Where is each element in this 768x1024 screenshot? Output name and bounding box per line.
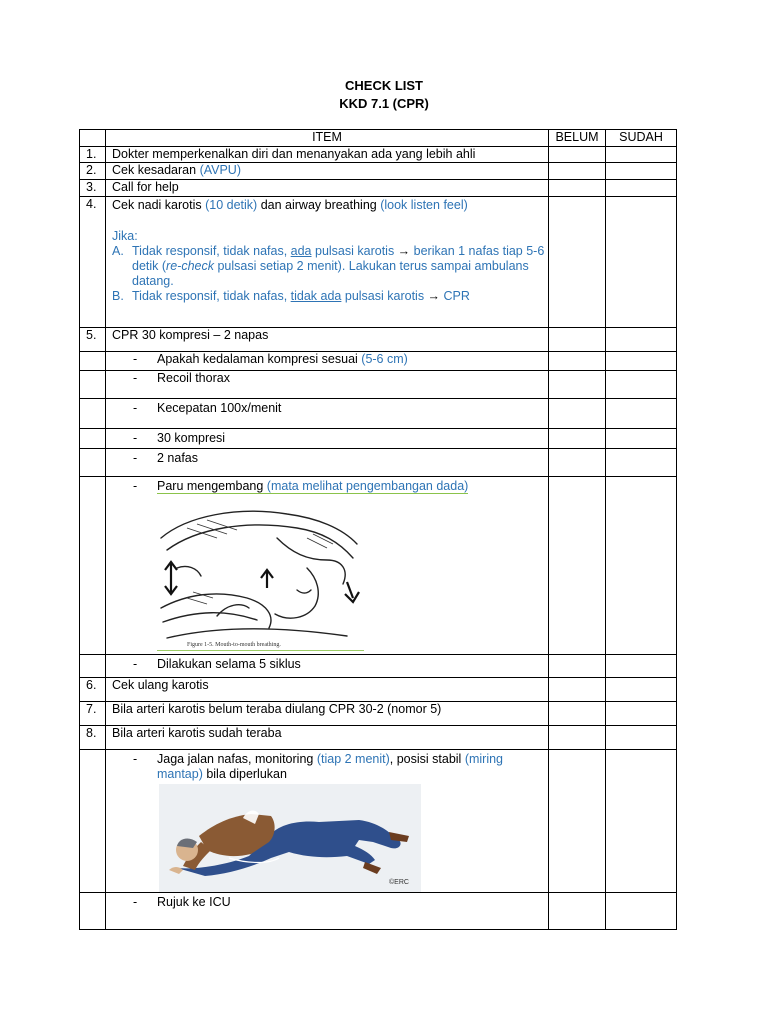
condition-text: pulsasi karotis	[311, 244, 398, 258]
belum-cell[interactable]	[549, 429, 606, 449]
item-text: Cek nadi karotis	[112, 198, 206, 212]
row-number: 4.	[80, 197, 106, 328]
mouth-to-mouth-figure	[157, 498, 364, 650]
condition-text: CPR	[440, 289, 470, 303]
condition-text: Tidak responsif, tidak nafas,	[132, 244, 291, 258]
checklist-title: CHECK LIST	[345, 78, 423, 93]
bullet-dash: -	[133, 371, 138, 385]
row-number: 5.	[80, 328, 106, 352]
item-note: (AVPU)	[199, 163, 241, 177]
subitem-text: 2 nafas	[157, 451, 199, 465]
subitem-note: (mata melihat pengembangan dada)	[266, 479, 469, 493]
subitem	[106, 399, 549, 429]
table-row	[80, 726, 677, 750]
item-note: (look listen feel)	[380, 198, 468, 212]
bullet-dash: -	[133, 401, 138, 415]
bullet-dash: -	[133, 657, 138, 671]
recovery-position-figure	[159, 784, 421, 892]
sudah-cell[interactable]	[606, 449, 677, 477]
sudah-cell[interactable]	[606, 429, 677, 449]
belum-cell[interactable]	[549, 726, 606, 750]
mouth-to-mouth-illustration	[157, 498, 364, 650]
subitem	[106, 352, 549, 371]
condition-a	[112, 244, 548, 289]
item-note: (10 detik)	[205, 198, 258, 212]
subitem-text: Jaga jalan nafas, monitoring	[157, 752, 317, 766]
subitem-text: Recoil thorax	[157, 371, 230, 385]
subitem	[106, 893, 549, 930]
belum-cell[interactable]	[549, 477, 606, 655]
subitem	[106, 449, 549, 477]
condition-letter: A.	[112, 244, 124, 258]
table-row	[80, 147, 677, 163]
belum-cell[interactable]	[549, 328, 606, 352]
row-number: 2.	[80, 163, 106, 180]
table-subrow	[80, 371, 677, 399]
subitem-text: Apakah kedalaman kompresi sesuai	[157, 352, 362, 366]
sudah-cell[interactable]	[606, 702, 677, 726]
item-text: Cek kesadaran	[112, 163, 200, 177]
belum-cell[interactable]	[549, 399, 606, 429]
subitem-text: , posisi stabil	[389, 752, 465, 766]
condition-emphasis: tidak ada	[290, 289, 342, 303]
subitem-note: (tiap 2 menit)	[316, 752, 390, 766]
subitem-text: Paru mengembang	[157, 479, 267, 493]
table-row	[80, 702, 677, 726]
table-subrow	[80, 449, 677, 477]
bullet-dash: -	[133, 895, 138, 909]
bullet-dash: -	[133, 352, 138, 366]
condition-letter: B.	[112, 289, 124, 303]
header-no	[80, 130, 106, 147]
table-subrow	[80, 429, 677, 449]
row-number-empty	[80, 655, 106, 678]
belum-cell[interactable]	[549, 197, 606, 328]
table-row	[80, 163, 677, 180]
sudah-cell[interactable]	[606, 726, 677, 750]
table-row	[80, 180, 677, 197]
subitem	[106, 477, 549, 655]
belum-cell[interactable]	[549, 163, 606, 180]
sudah-cell[interactable]	[606, 352, 677, 371]
recovery-position-illustration	[159, 784, 421, 892]
table-header-row	[80, 130, 677, 147]
image-watermark: ©ERC	[389, 879, 409, 886]
subitem-text: Dilakukan selama 5 siklus	[157, 657, 301, 671]
sudah-cell[interactable]	[606, 371, 677, 399]
row-number-empty	[80, 371, 106, 399]
row-number-empty	[80, 429, 106, 449]
bullet-dash: -	[133, 451, 138, 465]
subitem-text: bila diperlukan	[202, 767, 287, 781]
jika-label: Jika:	[112, 229, 138, 243]
table-subrow	[80, 750, 677, 893]
sudah-cell[interactable]	[606, 399, 677, 429]
row-number-empty	[80, 750, 106, 893]
table-subrow	[80, 352, 677, 371]
subitem	[106, 750, 549, 893]
row-number: 3.	[80, 180, 106, 197]
sudah-cell[interactable]	[606, 328, 677, 352]
condition-text: Tidak responsif, tidak nafas,	[132, 289, 291, 303]
sudah-cell[interactable]	[606, 197, 677, 328]
subitem	[106, 371, 549, 399]
arrow-right-icon: →	[427, 289, 441, 303]
belum-cell[interactable]	[549, 371, 606, 399]
sudah-cell[interactable]	[606, 180, 677, 197]
table-subrow	[80, 655, 677, 678]
belum-cell[interactable]	[549, 702, 606, 726]
row-number-empty	[80, 449, 106, 477]
row-number: 1.	[80, 147, 106, 163]
row-item	[106, 163, 549, 180]
row-number-empty	[80, 893, 106, 930]
row-item: Call for help	[106, 180, 549, 197]
row-item: Bila arteri karotis belum teraba diulang CPR 30-2 (nomor 5)	[106, 702, 549, 726]
sudah-cell[interactable]	[606, 678, 677, 702]
subitem-note: (5-6 cm)	[361, 352, 408, 366]
row-number: 8.	[80, 726, 106, 750]
bullet-dash: -	[133, 479, 138, 493]
sudah-cell[interactable]	[606, 147, 677, 163]
sudah-cell[interactable]	[606, 750, 677, 893]
condition-italic: re-check	[166, 259, 214, 273]
condition-emphasis: ada	[290, 244, 312, 258]
figure-caption: Figure 1-5. Mouth-to-mouth breathing.	[187, 642, 281, 648]
checklist-table	[79, 129, 677, 930]
sudah-cell[interactable]	[606, 477, 677, 655]
belum-cell[interactable]	[549, 180, 606, 197]
subitem-note: (miring mantap)	[157, 752, 504, 781]
checklist-subtitle: KKD 7.1 (CPR)	[339, 96, 429, 111]
item-text: dan airway breathing	[257, 198, 381, 212]
arrow-right-icon: →	[397, 244, 411, 258]
row-item: Bila arteri karotis sudah teraba	[106, 726, 549, 750]
figure-underline	[157, 650, 364, 651]
belum-cell[interactable]	[549, 678, 606, 702]
subitem	[106, 655, 549, 678]
row-item	[106, 197, 549, 328]
belum-cell[interactable]	[549, 352, 606, 371]
row-item: Dokter memperkenalkan diri dan menanyakan ada yang lebih ahli	[106, 147, 549, 163]
table-subrow	[80, 399, 677, 429]
item-line	[112, 198, 548, 213]
row-item: CPR 30 kompresi – 2 napas	[106, 328, 549, 352]
condition-b	[112, 289, 548, 304]
subitem-text: 30 kompresi	[157, 431, 226, 445]
table-row	[80, 197, 677, 328]
bullet-dash: -	[133, 431, 138, 445]
bullet-dash: -	[133, 752, 138, 766]
sudah-cell[interactable]	[606, 893, 677, 930]
table-subrow	[80, 893, 677, 930]
sudah-cell[interactable]	[606, 655, 677, 678]
row-number-empty	[80, 477, 106, 655]
belum-cell[interactable]	[549, 449, 606, 477]
row-number-empty	[80, 399, 106, 429]
header-belum: BELUM	[549, 130, 606, 147]
sudah-cell[interactable]	[606, 163, 677, 180]
header-item: ITEM	[106, 130, 549, 147]
belum-cell[interactable]	[549, 750, 606, 893]
belum-cell[interactable]	[549, 147, 606, 163]
condition-text: pulsasi karotis	[341, 289, 428, 303]
row-number-empty	[80, 352, 106, 371]
table-row	[80, 678, 677, 702]
table-subrow	[80, 477, 677, 655]
subitem-text: Kecepatan 100x/menit	[157, 401, 282, 415]
subitem	[106, 429, 549, 449]
header-sudah: SUDAH	[606, 130, 677, 147]
belum-cell[interactable]	[549, 655, 606, 678]
row-item: Cek ulang karotis	[106, 678, 549, 702]
row-number: 7.	[80, 702, 106, 726]
condition-text: pulsasi setiap 2 menit). Lakukan terus sampai ambulans datang.	[132, 259, 529, 288]
condition-text: berikan 1 nafas tiap 5-6 detik (	[132, 244, 545, 273]
belum-cell[interactable]	[549, 893, 606, 930]
row-number: 6.	[80, 678, 106, 702]
table-row	[80, 328, 677, 352]
subitem-text: Rujuk ke ICU	[157, 895, 231, 909]
